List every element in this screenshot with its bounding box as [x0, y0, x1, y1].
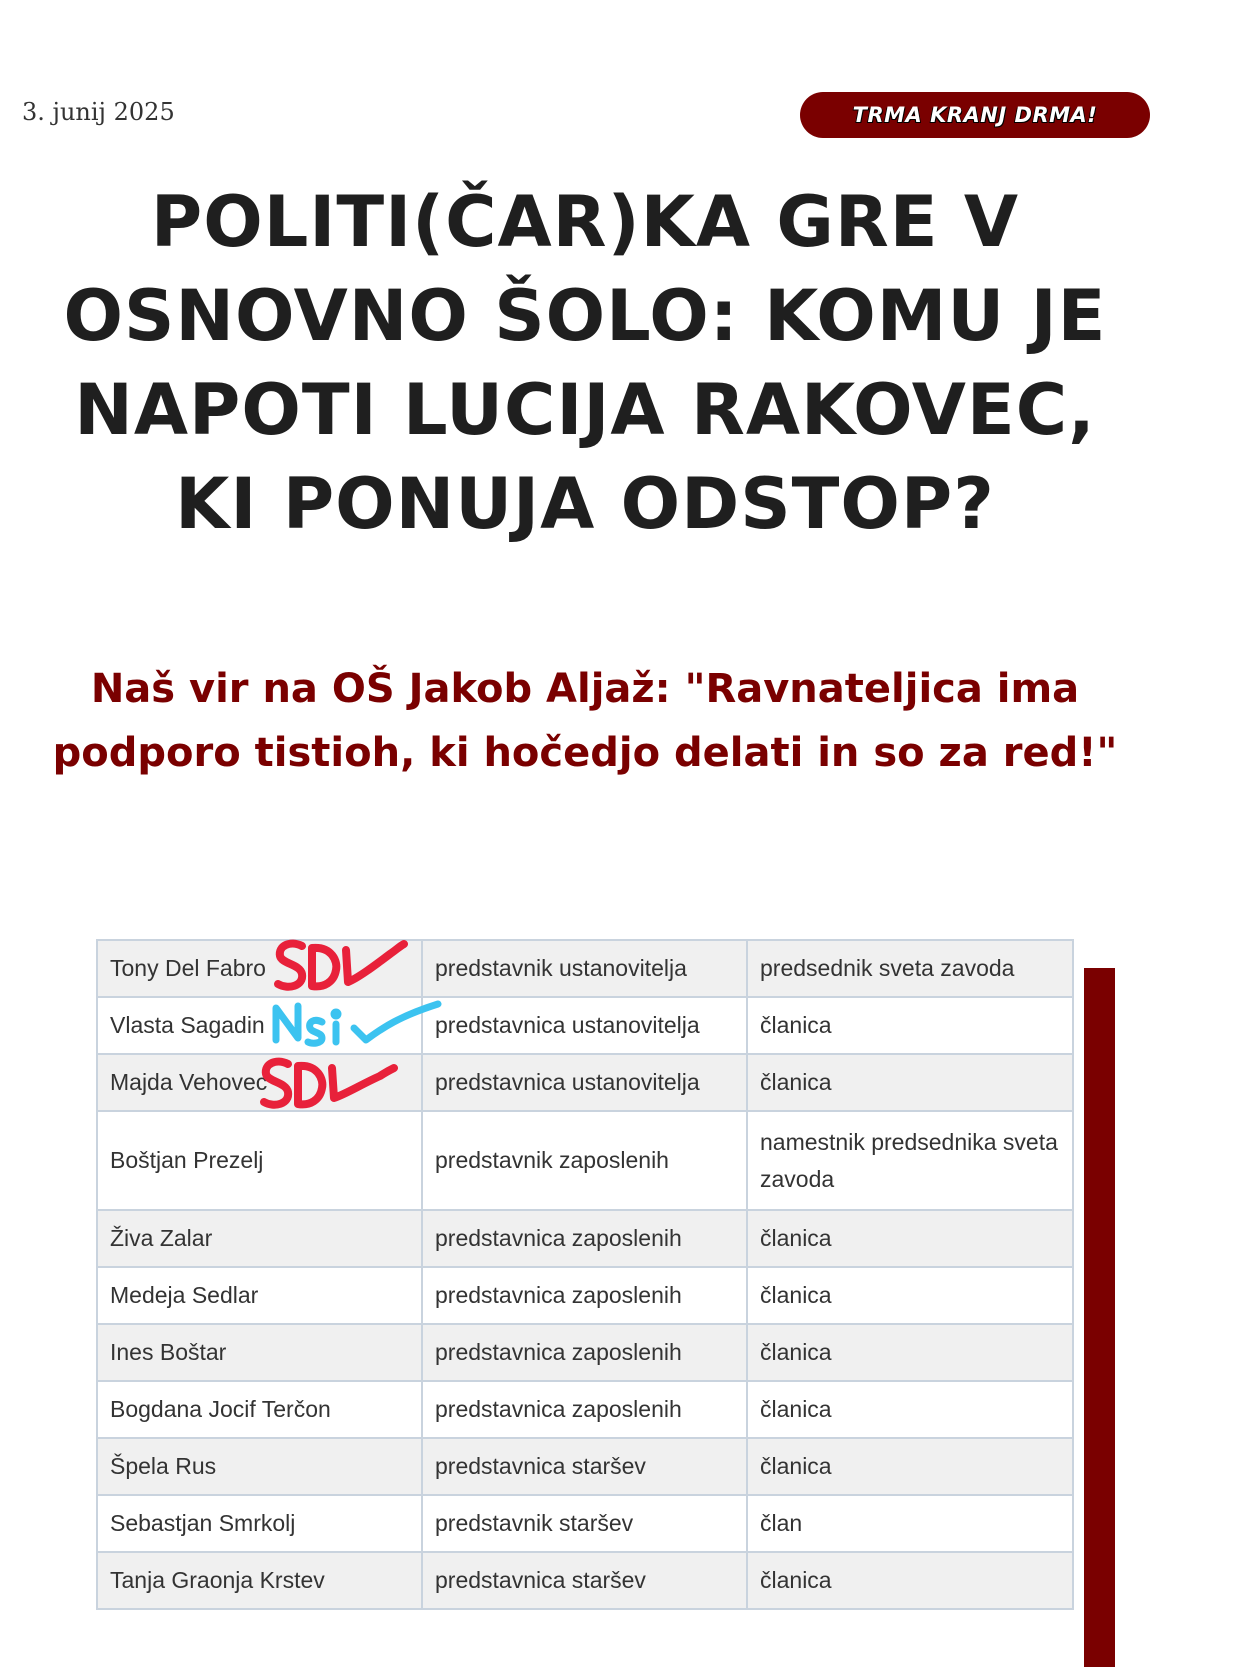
member-name: Vlasta Sagadin	[97, 997, 422, 1054]
member-position: članica	[747, 1552, 1073, 1609]
member-role: predstavnica ustanovitelja	[422, 997, 747, 1054]
school-council-table	[96, 939, 1074, 1610]
member-position: članica	[747, 1438, 1073, 1495]
publish-date: 3. junij 2025	[22, 98, 175, 126]
member-position: članica	[747, 997, 1073, 1054]
table-row	[97, 1267, 1073, 1324]
article-headline: POLITI(ČAR)KA GRE V OSNOVNO ŠOLO: KOMU JE NAPOTI LUCIJA RAKOVEC, KI PONUJA ODSTOP?	[63, 181, 1107, 545]
member-name: Živa Zalar	[97, 1210, 422, 1267]
member-position: članica	[747, 1210, 1073, 1267]
table-row	[97, 1111, 1073, 1210]
member-role: predstavnica ustanovitelja	[422, 1054, 747, 1111]
member-role: predstavnica staršev	[422, 1438, 747, 1495]
sidebar-accent-bar	[1084, 968, 1115, 1667]
member-name: Majda Vehovec	[97, 1054, 422, 1111]
member-name: Bogdana Jocif Terčon	[97, 1381, 422, 1438]
member-name: Sebastjan Smrkolj	[97, 1495, 422, 1552]
member-role: predstavnica staršev	[422, 1552, 747, 1609]
table-row	[97, 1381, 1073, 1438]
member-role: predstavnik staršev	[422, 1495, 747, 1552]
table-row	[97, 997, 1073, 1054]
member-role: predstavnik ustanovitelja	[422, 940, 747, 997]
table-row	[97, 1210, 1073, 1267]
member-position: članica	[747, 1324, 1073, 1381]
member-role: predstavnica zaposlenih	[422, 1324, 747, 1381]
member-role: predstavnica zaposlenih	[422, 1210, 747, 1267]
member-name: Ines Boštar	[97, 1324, 422, 1381]
article-subheadline: Naš vir na OŠ Jakob Aljaž: "Ravnateljica ima podporo tistioh, ki hočedjo delati in so za red!"	[52, 666, 1118, 776]
member-name: Boštjan Prezelj	[97, 1111, 422, 1210]
member-position: članica	[747, 1054, 1073, 1111]
member-role: predstavnik zaposlenih	[422, 1111, 747, 1210]
member-position: član	[747, 1495, 1073, 1552]
table-row	[97, 1324, 1073, 1381]
table-row	[97, 1552, 1073, 1609]
member-name: Špela Rus	[97, 1438, 422, 1495]
member-role: predstavnica zaposlenih	[422, 1381, 747, 1438]
member-role: predstavnica zaposlenih	[422, 1267, 747, 1324]
table-row	[97, 940, 1073, 997]
member-name: Medeja Sedlar	[97, 1267, 422, 1324]
member-name: Tony Del Fabro	[97, 940, 422, 997]
table-row	[97, 1495, 1073, 1552]
council-table-wrapper	[96, 939, 1072, 1610]
site-badge[interactable]: TRMA KRANJ DRMA!	[800, 92, 1150, 138]
member-position: namestnik predsednika sveta zavoda	[747, 1111, 1073, 1210]
member-position: predsednik sveta zavoda	[747, 940, 1073, 997]
table-row	[97, 1438, 1073, 1495]
table-row	[97, 1054, 1073, 1111]
member-position: članica	[747, 1267, 1073, 1324]
member-name: Tanja Graonja Krstev	[97, 1552, 422, 1609]
member-position: članica	[747, 1381, 1073, 1438]
